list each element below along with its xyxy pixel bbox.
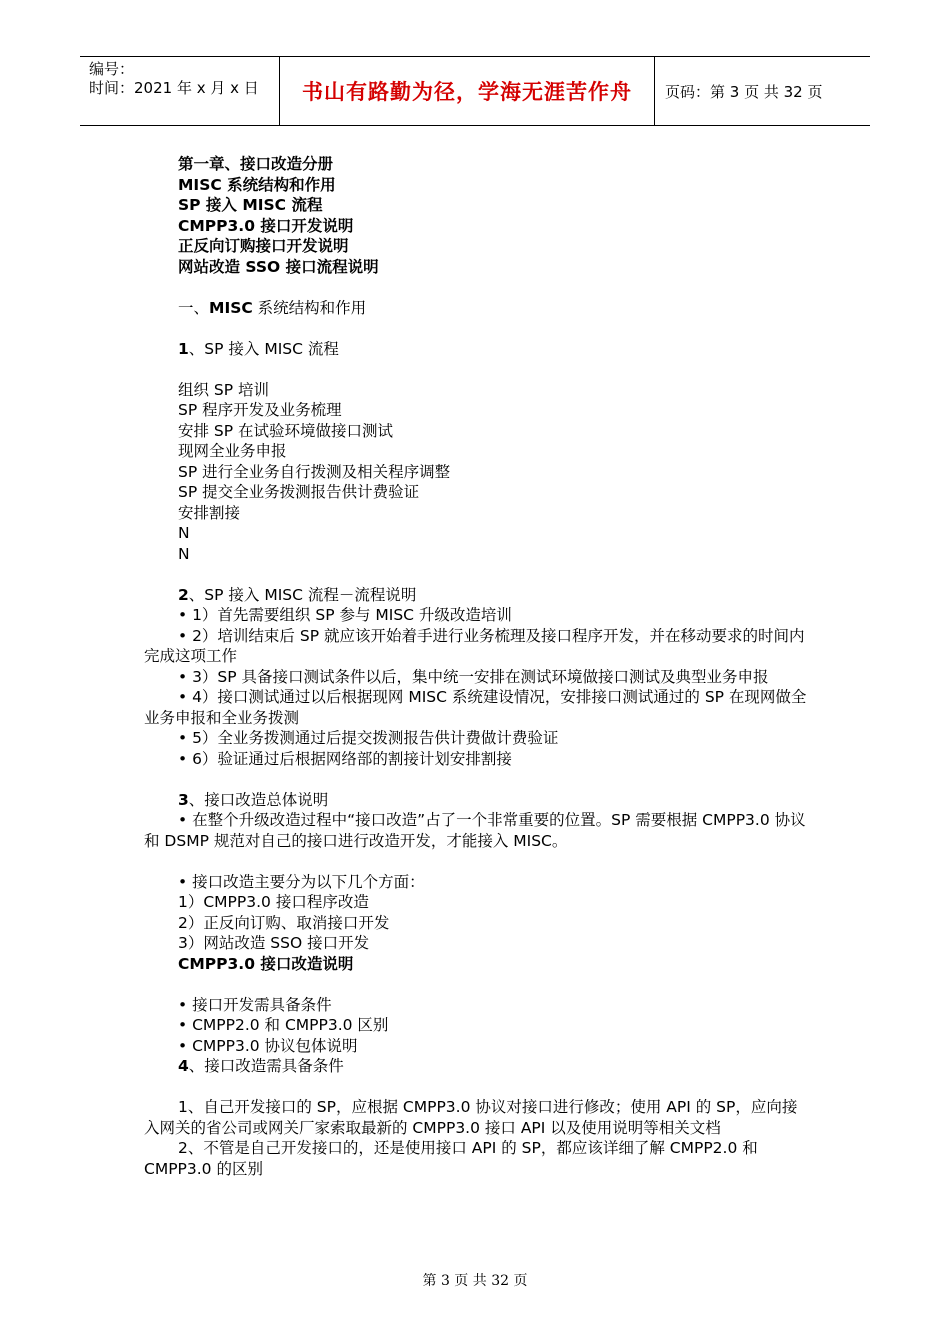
section-heading-1: 一、MISC 系统结构和作用 bbox=[178, 298, 367, 317]
flow-item: 现网全业务申报 bbox=[178, 442, 287, 460]
aspect-item: 3）网站改造 SSO 接口开发 bbox=[178, 934, 370, 952]
flow-item: SP 进行全业务自行拨测及相关程序调整 bbox=[178, 462, 451, 481]
step-item: • 5）全业务拨测通过后提交拨测报告供计费做计费验证 bbox=[178, 729, 559, 747]
step-item: • 4）接口测试通过以后根据现网 MISC 系统建设情况，安排接口测试通过的 SP 在现网做全业务申报和全业务拨测 bbox=[144, 688, 807, 727]
cmpp-title: CMPP3.0 接口改造说明 bbox=[178, 954, 354, 973]
flow-item: SP 程序开发及业务梳理 bbox=[178, 401, 342, 419]
toc-item: MISC 系统结构和作用 bbox=[178, 175, 336, 194]
cmpp-item: • 接口开发需具备条件 bbox=[178, 995, 332, 1014]
toc-item: CMPP3.0 接口开发说明 bbox=[178, 216, 354, 235]
document-body bbox=[144, 154, 809, 1179]
code-label: 编号： bbox=[89, 60, 135, 78]
header-motto: 书山有路勤为径，学海无涯苦作舟 bbox=[280, 57, 655, 125]
flow-item: 安排 SP 在试验环境做接口测试 bbox=[178, 421, 394, 440]
step-item: • 3）SP 具备接口测试条件以后，集中统一安排在测试环境做接口测试及典型业务申报 bbox=[178, 667, 769, 686]
page-footer: 第 3 页 共 32 页 bbox=[422, 1273, 528, 1289]
overall-paragraph: • 在整个升级改造过程中“接口改造”占了一个非常重要的位置。SP 需要根据 CMPP3.0 协议和 DSMP 规范对自己的接口进行改造开发，才能接入 MISC。 bbox=[144, 811, 806, 850]
header-info bbox=[80, 57, 280, 125]
header-page-label: 页码：第 3 页 共 32 页 bbox=[665, 82, 823, 101]
aspects-intro: • 接口改造主要分为以下几个方面： bbox=[178, 872, 425, 891]
header-table bbox=[80, 56, 870, 126]
step-item: • 6）验证通过后根据网络部的割接计划安排割接 bbox=[178, 749, 512, 768]
flow-item: SP 提交全业务拨测报告供计费验证 bbox=[178, 483, 420, 501]
toc-item: 网站改造 SSO 接口流程说明 bbox=[178, 257, 379, 276]
subsection-heading-4: 4、接口改造需具备条件 bbox=[178, 1057, 344, 1075]
step-item: • 2）培训结束后 SP 就应该开始着手进行业务梳理及接口程序开发，并在移动要求的时间内完成这项工作 bbox=[144, 626, 805, 665]
step-item: • 1）首先需要组织 SP 参与 MISC 升级改造培训 bbox=[178, 606, 512, 624]
flow-item: N bbox=[178, 524, 190, 542]
condition-paragraph: 2、不管是自己开发接口的，还是使用接口 API 的 SP，都应该详细了解 CMPP2.0 和 CMPP3.0 的区别 bbox=[144, 1139, 758, 1178]
cmpp-item: • CMPP2.0 和 CMPP3.0 区别 bbox=[178, 1016, 389, 1034]
subsection-heading-1: 1、SP 接入 MISC 流程 bbox=[178, 339, 339, 358]
aspect-item: 1）CMPP3.0 接口程序改造 bbox=[178, 893, 369, 911]
flow-item: 安排割接 bbox=[178, 503, 241, 522]
subsection-heading-3: 3、接口改造总体说明 bbox=[178, 790, 329, 809]
aspect-item: 2）正反向订购、取消接口开发 bbox=[178, 913, 390, 932]
flow-item: 组织 SP 培训 bbox=[178, 380, 270, 399]
toc-item: 正反向订购接口开发说明 bbox=[178, 237, 349, 255]
subsection-heading-2: 2、SP 接入 MISC 流程－流程说明 bbox=[178, 585, 417, 604]
toc-item: SP 接入 MISC 流程 bbox=[178, 196, 323, 214]
flow-item: N bbox=[178, 544, 190, 563]
condition-paragraph: 1、自己开发接口的 SP，应根据 CMPP3.0 协议对接口进行修改；使用 API 的 SP，应向接入网关的省公司或网关厂家索取最新的 CMPP3.0 接口 API 以及使用说明等相关文档 bbox=[144, 1098, 798, 1137]
time-label: 时间：2021 年 x 月 x 日 bbox=[89, 79, 259, 97]
toc-item: 第一章、接口改造分册 bbox=[178, 155, 334, 173]
cmpp-item: • CMPP3.0 协议包体说明 bbox=[178, 1036, 358, 1055]
